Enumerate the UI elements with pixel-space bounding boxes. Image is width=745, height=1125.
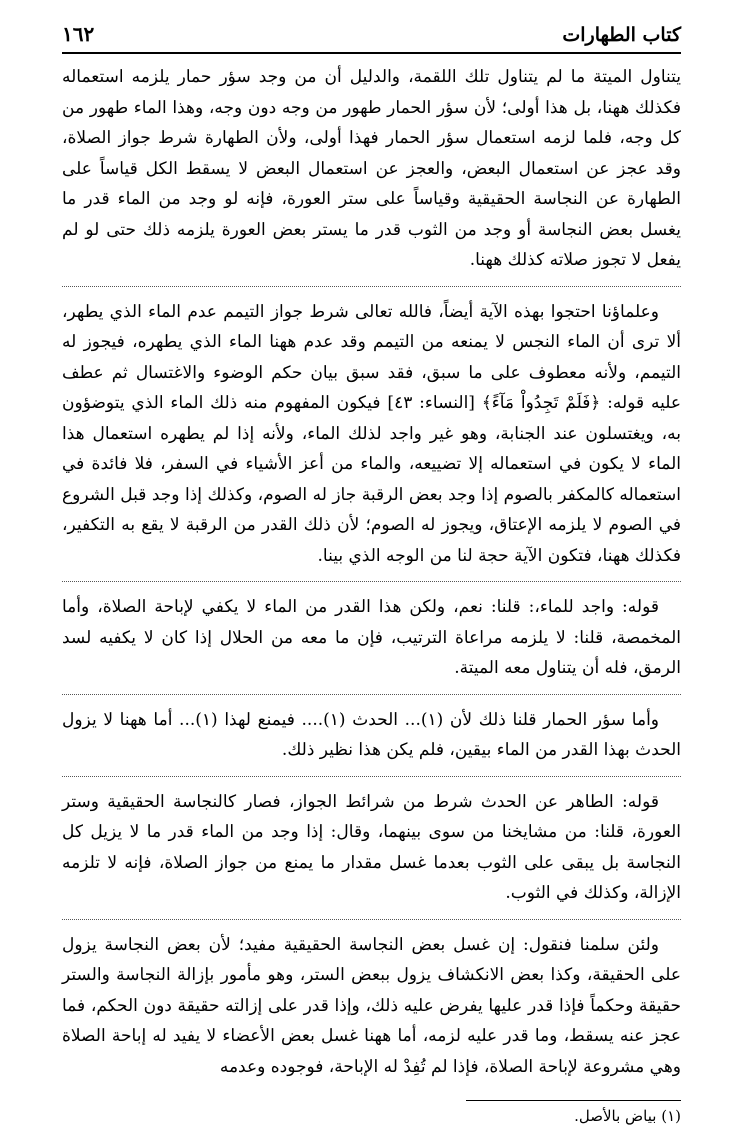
paragraph-divider: [62, 581, 681, 582]
paragraph-divider: [62, 694, 681, 695]
running-head: [62, 22, 681, 54]
body-text: [62, 62, 681, 1082]
paragraph-1: يتناول الميتة ما لم يتناول تلك اللقمة، والدليل أن من وجد سؤر حمار يلزمه استعماله فكذلك ههنا، بل هذا أولى؛ لأن سؤر الحمار طهور من وجه دون وجه، وهذا الماء طهور من كل وجه، فلما لزمه استعمال سؤر الحمار فهذا أولى، ولأن الطهارة شرط جواز الصلاة، وقد عجز عن استعمال البعض، والعجز عن استعمال البعض لا يسقط الكل قياساً على الطهارة عن النجاسة الحقيقية وقياساً على ستر العورة، فإنه لو وجد من الماء قدر ما يغسل بعض النجاسة أو وجد من الثوب قدر ما يستر بعض العورة يلزمه ذلك حتى لو لم يفعل لا تجوز صلاته كذلك ههنا.: [62, 67, 681, 270]
paragraph-2: وعلماؤنا احتجوا بهذه الآية أيضاً، فالله تعالى شرط جواز التيمم عدم الماء الذي يطهر، ألا ترى أن الماء النجس لا يمنعه من التيمم وقد عدم ههنا الماء الذي يطهره، فيجوز له التيمم، ولأنه معطوف على ما سبق، فقد سبق بيان حكم الوضوء والاغتسال ثم عطف عليه قوله: ﴿فَلَمْ تَجِدُواْ مَآءً﴾ [النساء: ٤٣] فيكون المفهوم منه ذلك الماء الذي يتوضؤون به، ويغتسلون عند الجنابة، وهو غير واجد لذلك الماء، ولأنه إذا لم يطهره استعمال هذا الماء لا يكون في استعماله إلا تضييعه، والماء من أعز الأشياء في السفر، فلا فائدة في استعماله كالمكفر بالصوم إذا وجد بعض الرقبة جاز له الصوم، وكذلك إذا وجد قبل الشروع في الصوم لا يلزمه الإعتاق، ويجوز له الصوم؛ لأن ذلك القدر من الرقبة لا يقع به التكفير، فكذلك ههنا، فتكون الآية حجة لنا من الوجه الذي بينا.: [62, 301, 681, 566]
paragraph-divider: [62, 919, 681, 920]
paragraph-6: ولئن سلمنا فنقول: إن غسل بعض النجاسة الحقيقية مفيد؛ لأن بعض النجاسة يزول على الحقيقة، وكذا بعض الانكشاف يزول ببعض الستر، وهو مأمور بإزالة النجاسة والستر حقيقة وحكماً فإذا قدر عليها يفرض عليه ذلك، وإذا قدر على إزالته حقيقة دون الحكم، فما عجز عنه يسقط، وما قدر عليه لزمه، أما ههنا غسل بعض الأعضاء لا يفيد له إباحة الصلاة وهي مشروعة لإباحة الصلاة، فإذا لم تُفِدْ له الإباحة، فوجوده وعدمه: [62, 934, 681, 1077]
footnote-rule: [466, 1100, 681, 1101]
page-number: ١٦٢: [62, 22, 95, 46]
chapter-title: كتاب الطهارات: [562, 24, 681, 46]
paragraph-4: وأما سؤر الحمار قلنا ذلك لأن (١)... الحدث (١).... فيمنع لهذا (١)... أما ههنا لا يزول الحدث بهذا القدر من الماء بيقين، فلم يكن هذا نظير ذلك.: [62, 709, 681, 760]
paragraph-5: قوله: الطاهر عن الحدث شرط من شرائط الجواز، فصار كالنجاسة الحقيقية وستر العورة، قلنا: من مشايخنا من سوى بينهما، وقال: إذا وجد من الماء قدر ما لا يزيل كل النجاسة بل يبقى على الثوب بعدما غسل مقدار ما يمنع من جواز الصلاة، فإنه لا تلزمه الإزالة، وكذلك في الثوب.: [62, 791, 681, 903]
paragraph-divider: [62, 776, 681, 777]
paragraph-3: قوله: واجد للماء،: قلنا: نعم، ولكن هذا القدر من الماء لا يكفي لإباحة الصلاة، وأما المخمصة، قلنا: لا يلزمه مراعاة الترتيب، فإن ما معه من الحلال إذا كان لا يكفيه لسد الرمق، فله أن يتناول معه الميتة.: [62, 597, 681, 678]
paragraph-divider: [62, 286, 681, 287]
footnote: (١) بياض بالأصل.: [574, 1107, 681, 1125]
